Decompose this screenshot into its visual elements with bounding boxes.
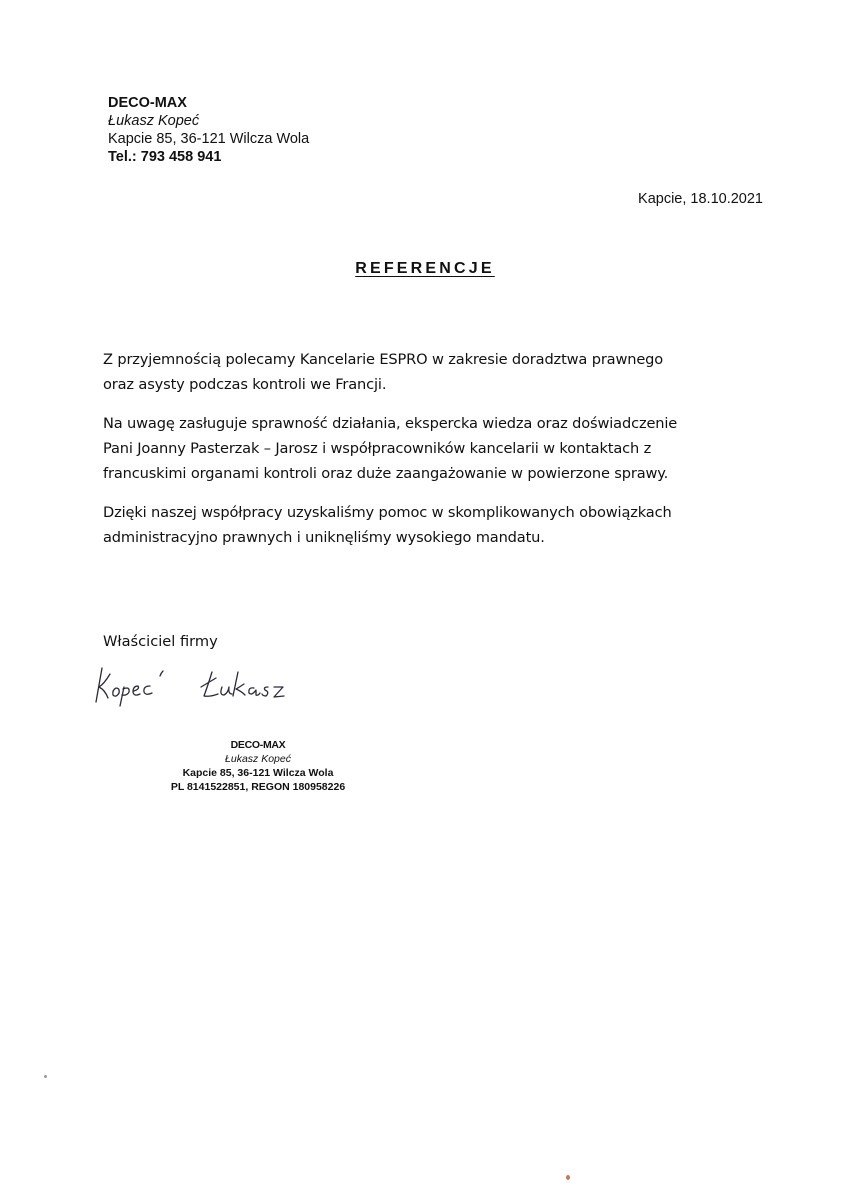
stamp-company: DECO-MAX	[230, 739, 286, 751]
body-line: Z przyjemnością polecamy Kancelarie ESPRO w zakresie doradztwa prawnego	[103, 351, 664, 368]
letterhead-address: Kapcie 85, 36-121 Wilcza Wola	[108, 131, 310, 147]
body-line: oraz asysty podczas kontroli we Francji.	[103, 376, 387, 393]
company-stamp	[150, 738, 366, 794]
stamp-tax-ids: PL 8141522851, REGON 180958226	[170, 781, 346, 793]
body-line: administracyjno prawnych i uniknęliśmy wysokiego mandatu.	[103, 529, 545, 546]
scan-speck	[566, 1175, 570, 1180]
letterhead-owner: Łukasz Kopeć	[108, 113, 200, 129]
letter-body	[103, 347, 783, 564]
body-line: Pani Joanny Pasterzak – Jarosz i współpracowników kancelarii w kontaktach z	[103, 440, 652, 457]
letterhead-phone: Tel.: 793 458 941	[108, 149, 222, 165]
stamp-address: Kapcie 85, 36-121 Wilcza Wola	[182, 767, 334, 779]
body-line: Dzięki naszej współpracy uzyskaliśmy pomoc w skomplikowanych obowiązkach	[103, 504, 672, 521]
letterhead	[108, 94, 309, 166]
body-paragraph	[103, 347, 783, 397]
letterhead-company: DECO-MAX	[108, 95, 187, 111]
document-title: REFERENCJE	[355, 260, 495, 277]
stamp-owner: Łukasz Kopeć	[225, 753, 291, 765]
body-line: francuskimi organami kontroli oraz duże zaangażowanie w powierzone sprawy.	[103, 465, 669, 482]
closing-role: Właściciel firmy	[103, 633, 218, 650]
body-paragraph	[103, 500, 783, 550]
handwritten-signature	[88, 660, 308, 710]
body-paragraph	[103, 411, 783, 486]
letter-date: Kapcie, 18.10.2021	[638, 191, 763, 207]
body-line: Na uwagę zasługuje sprawność działania, ekspercka wiedza oraz doświadczenie	[103, 415, 678, 432]
scan-speck	[44, 1075, 47, 1078]
